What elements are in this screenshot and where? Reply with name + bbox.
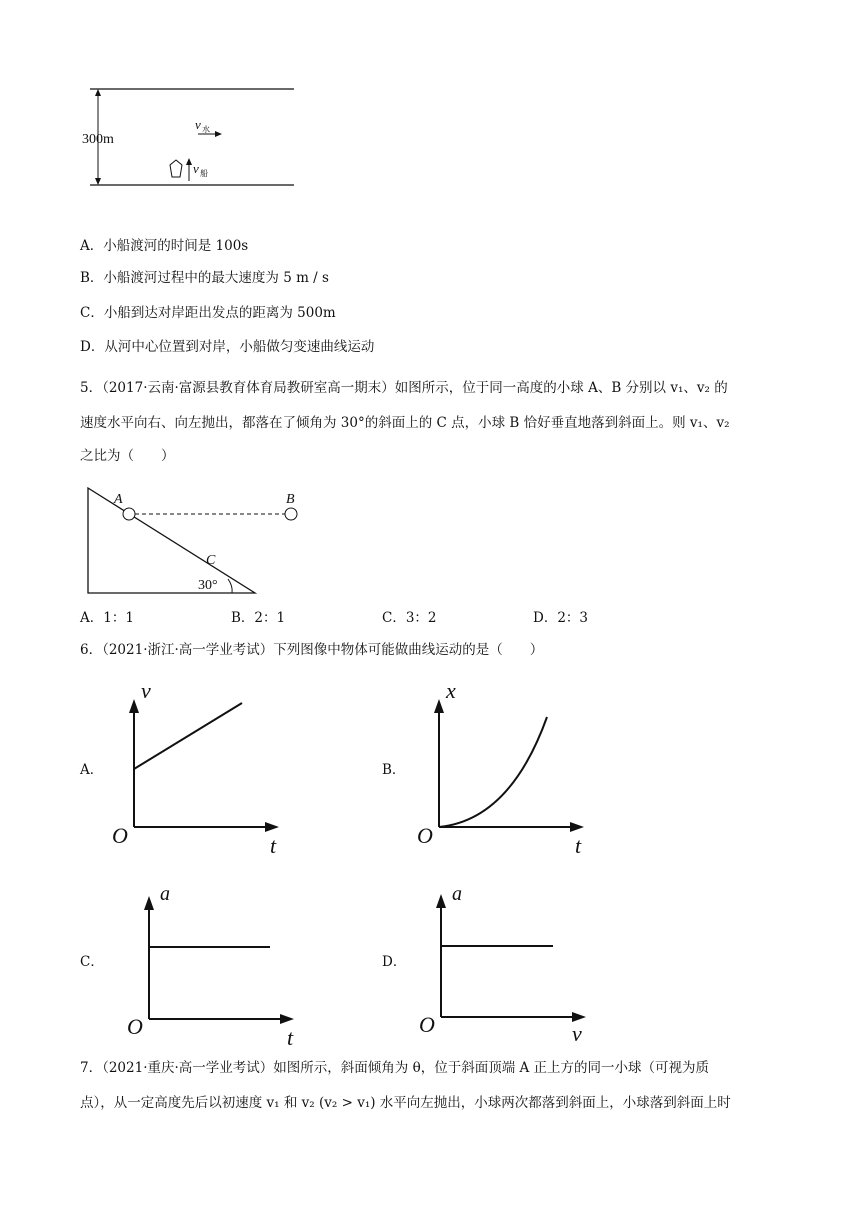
graph-d-x-label: v <box>572 1021 582 1046</box>
label-c: C <box>206 553 216 568</box>
graph-a-x-label: t <box>270 833 277 858</box>
water-velocity-label: v <box>195 117 201 132</box>
boat-velocity-sub: 船 <box>200 169 208 178</box>
graph-b-y-label: x <box>446 678 456 703</box>
graph-a-y-arrow <box>129 699 139 713</box>
q4-option-d[interactable]: D．从河中心位置到对岸，小船做匀变速曲线运动 <box>80 339 375 355</box>
graph-b-curve <box>439 717 547 827</box>
q5-option-c[interactable]: C．3：2 <box>382 610 437 626</box>
label-a: A <box>114 492 123 507</box>
q6-stem: 6．（2021·浙江·高一学业考试）下列图像中物体可能做曲线运动的是（ ） <box>80 642 544 658</box>
q6-graph-c[interactable] <box>120 880 310 1050</box>
q5-option-b[interactable]: B．2：1 <box>231 610 286 626</box>
graph-c-x-label: t <box>287 1025 294 1050</box>
width-arrow-head-top <box>95 89 101 96</box>
q4-option-c[interactable]: C．小船到达对岸距出发点的距离为 500m <box>80 305 336 321</box>
graph-a-origin: O <box>112 823 128 848</box>
q6-option-a-label[interactable]: A． <box>80 762 104 778</box>
q6-option-b-label[interactable]: B． <box>382 762 406 778</box>
q6-graph-d[interactable] <box>412 878 602 1048</box>
q5-stem-line1: 5．（2017·云南·富源县教育体育局教研室高一期末）如图所示，位于同一高度的小球 A、B 分别以 v₁、v₂ 的 <box>80 380 728 396</box>
q6-graph-a[interactable] <box>105 675 295 860</box>
river-width-label: 300m <box>82 132 114 147</box>
water-velocity-sub: 水 <box>202 125 210 134</box>
graph-b-origin: O <box>417 823 433 848</box>
river-figure <box>70 80 310 200</box>
q5-stem-line2: 速度水平向右、向左抛出，都落在了倾角为 30°的斜面上的 C 点，小球 B 恰好垂直地落到斜面上。则 v₁、v₂ <box>80 415 730 431</box>
ball-b <box>285 508 297 520</box>
graph-b-y-arrow <box>434 699 444 713</box>
q7-stem-line2: 点），从一定高度先后以初速度 v₁ 和 v₂ (v₂ > v₁) 水平向左抛出，小球两次都落到斜面上，小球落到斜面上时 <box>80 1095 731 1111</box>
q4-option-b[interactable]: B．小船渡河过程中的最大速度为 5 m / s <box>80 270 329 286</box>
q7-stem-line1: 7．（2021·重庆·高一学业考试）如图所示，斜面倾角为 θ，位于斜面顶端 A 正上方的同一小球（可视为质 <box>80 1060 710 1076</box>
graph-d-y-label: a <box>452 883 462 905</box>
q6-option-c-label[interactable]: C． <box>80 954 104 970</box>
graph-c-x-arrow <box>280 1014 294 1024</box>
angle-label: 30° <box>198 578 218 593</box>
graph-a-x-arrow <box>265 822 279 832</box>
q6-option-d-label[interactable]: D． <box>382 954 407 970</box>
graph-a-line <box>134 703 242 769</box>
graph-b-x-label: t <box>575 833 582 858</box>
graph-d-y-arrow <box>436 894 446 908</box>
width-arrow-head-bottom <box>95 178 101 185</box>
label-b: B <box>286 492 295 507</box>
q5-option-d[interactable]: D．2：3 <box>533 610 589 626</box>
angle-arc <box>228 579 232 593</box>
boat-icon <box>170 160 182 177</box>
graph-c-y-arrow <box>144 896 154 910</box>
q4-option-a[interactable]: A．小船渡河的时间是 100s <box>80 238 249 254</box>
graph-c-y-label: a <box>160 883 170 905</box>
boat-velocity-arrow-head <box>186 158 192 165</box>
graph-b-x-arrow <box>570 822 584 832</box>
q5-figure <box>78 480 308 600</box>
graph-a-y-label: v <box>141 678 151 703</box>
graph-d-origin: O <box>419 1012 435 1037</box>
q5-option-a[interactable]: A．1：1 <box>80 610 134 626</box>
boat-velocity-label: v <box>193 161 199 176</box>
ball-a <box>123 508 135 520</box>
graph-c-origin: O <box>127 1014 143 1039</box>
water-velocity-arrow-head <box>215 131 222 137</box>
q5-stem-line3: 之比为（ ） <box>80 448 175 464</box>
q6-graph-b[interactable] <box>410 675 600 860</box>
